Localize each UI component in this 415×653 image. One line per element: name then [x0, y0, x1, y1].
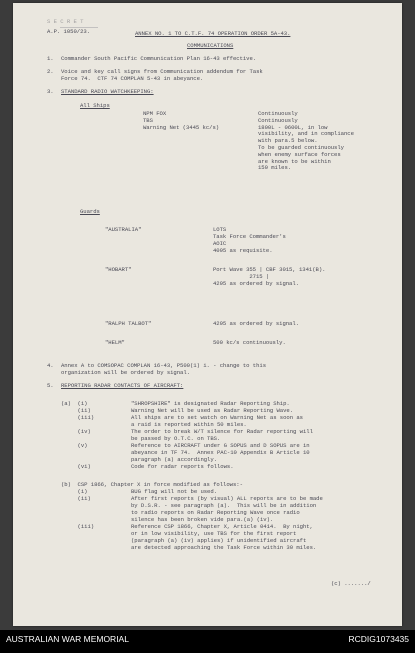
subitem-label: (ii) [61, 407, 91, 414]
item-number: 5. [47, 382, 54, 389]
subitem-text: Reference to AIRCRAFT under G SOPUS and D SOPUS are in [131, 442, 310, 449]
subitem-text: (paragraph (a) (iv) applies) if unidentified aircraft [131, 537, 307, 544]
section-heading: COMMUNICATIONS [187, 42, 234, 49]
footer-bar [0, 630, 415, 653]
item-text-continued: organization will be ordered by signal. [61, 369, 190, 376]
guard-detail: 500 kc/s continuously. [213, 339, 286, 346]
item-number: 3. [47, 88, 54, 95]
watch-note: 1800L - 0600L, in low [258, 123, 328, 131]
annex-title: ANNEX NO. 1 TO C.T.F. 74 OPERATION ORDER 5A-43. [135, 30, 291, 37]
item-number: 4. [47, 362, 54, 369]
subitem-text: Reference CSP 1866, Chapter X, Article 0414. By night, [131, 523, 313, 530]
subitem-text: be passed by O.T.C. on TBS. [131, 435, 221, 442]
subitem-text: After first reports (by visual) ALL reports are to be made [131, 495, 323, 502]
subitem-label: (vi) [61, 463, 91, 470]
subitem-label: (iii) [61, 523, 95, 530]
subitem-text: silence has been broken vide para.(a) (iv). [131, 516, 274, 523]
subitem-label: (iv) [61, 428, 91, 435]
watch-note: with para.5 below. [258, 137, 318, 145]
guards-label: Guards [80, 208, 100, 215]
item-text: Annex A to COMSOPAC COMPLAN 16-43, P500(1) i. - change to this [61, 362, 267, 369]
watch-note: To be guarded continuously [258, 144, 344, 151]
watch-frequency: TBS [143, 116, 153, 124]
subitem-text: All ships are to set watch on Warning Net as soon as [131, 414, 303, 421]
subitem-text: paragraph (a) accordingly. [131, 456, 217, 463]
watch-note: are known to be within [258, 157, 331, 165]
subitem-label: (b) CSP 1866, Chapter X in force modified as follows:- [61, 481, 243, 488]
subitem-text: by D.S.R. - see paragraph (a). This will be in addition [131, 502, 317, 509]
guard-detail: 4295 as ordered by signal. [213, 320, 299, 327]
subitem-text: Warning Net will be used as Radar Reporting Wave. [131, 407, 294, 414]
guard-ship: "AUSTRALIA" [105, 226, 142, 233]
item-text: Commander South Pacific Communication Plan 16-43 effective. [61, 55, 257, 62]
watch-note: visibility, and in compliance [258, 130, 354, 138]
guard-detail: 2715 | [213, 273, 270, 280]
watch-note: Continuously [258, 116, 298, 124]
subitem-text: a raid is reported within 50 miles. [131, 421, 247, 428]
guard-detail: LOTS [213, 226, 227, 233]
watch-note: 150 miles. [258, 164, 292, 172]
guard-ship: "HOBART" [105, 266, 132, 273]
subitem-text: are detected approaching the Task Force within 30 miles. [131, 544, 317, 551]
subitem-text: or in low visibility, use TBS for the first report [131, 530, 297, 537]
item-number: 1. [47, 55, 54, 62]
watch-note: Continuously [258, 110, 298, 117]
guard-detail: 4095 as requisite. [213, 247, 273, 254]
continued-marker: (c) ......./ [331, 580, 371, 587]
item-text: REPORTING RADAR CONTACTS OF AIRCRAFT: [61, 382, 184, 389]
item-text-continued: Force 74. CTF 74 COMPLAN 5-43 in abeyance. [61, 75, 204, 82]
watch-frequency: Warning Net (3445 kc/s) [143, 123, 220, 131]
subitem-label: (v) [61, 442, 88, 449]
subitem-label: (iii) [61, 414, 95, 421]
subitem-text: The order to break W/T silence for Radar reporting will [131, 428, 313, 435]
guard-ship: "RALPH TALBOT" [105, 320, 152, 327]
guard-detail: Port Wave 355 | CBF 3015, 1341(B). [213, 266, 326, 273]
subitem-label: (a) (i) [61, 400, 88, 407]
subitem-text: Code for radar reports follows. [131, 463, 234, 470]
all-ships-label: All Ships [80, 102, 110, 109]
guard-detail: Task Force Commander's [213, 233, 286, 240]
guard-ship: "HELM" [105, 339, 125, 346]
watch-note: when enemy surface forces [258, 150, 341, 158]
document-page [13, 3, 402, 626]
item-text: Voice and key call signs from Communication addendum for Task [61, 68, 263, 75]
footer-source: AUSTRALIAN WAR MEMORIAL [6, 634, 129, 644]
subitem-text: BUG flag will not be used. [131, 488, 217, 495]
security-stamp-text: S E C R E T [47, 18, 84, 25]
footer-id: RCDIG1073435 [348, 634, 409, 644]
subitem-text: abeyance in TF 74. Annex PAC-10 Appendix B Article 10 [131, 449, 310, 456]
watch-frequency: NPM FOX [143, 110, 167, 117]
guard-detail: 4295 as ordered by signal. [213, 280, 299, 287]
reference-number: A.P. 1050/23. [47, 28, 90, 35]
subitem-text: "SHROPSHIRE" is designated Radar Reporting Ship. [131, 400, 290, 407]
subitem-text: to radio reports on Radar Reporting Wave once radio [131, 509, 300, 516]
subitem-label: (i) [61, 488, 88, 495]
subitem-label: (ii) [61, 495, 91, 502]
guard-detail: AOIC [213, 240, 227, 247]
item-text: STANDARD RADIO WATCHKEEPING: [61, 88, 154, 95]
item-number: 2. [47, 68, 54, 75]
